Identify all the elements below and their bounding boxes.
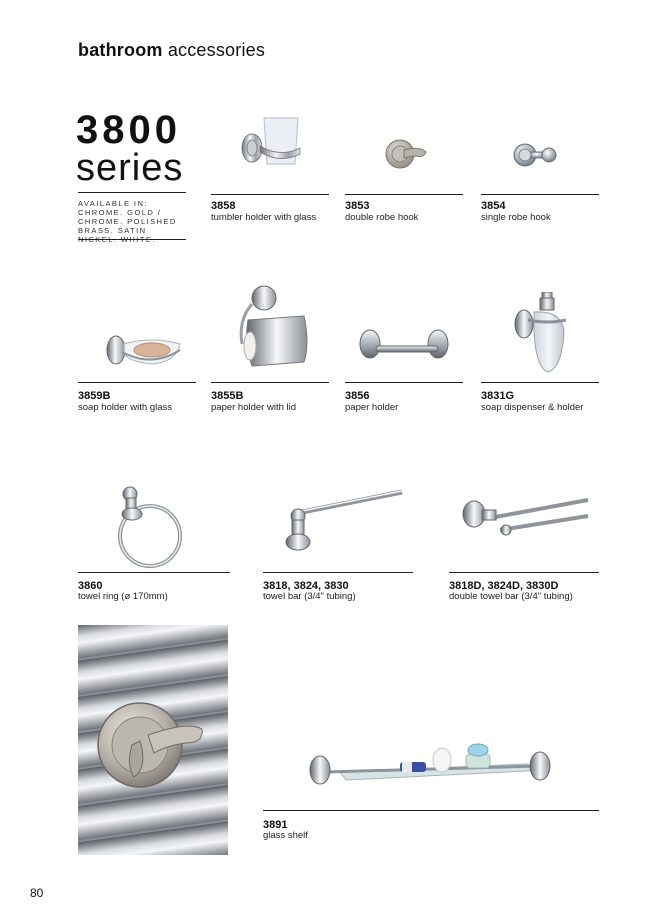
product-code: 3860: [78, 580, 103, 592]
divider: [78, 382, 196, 383]
product-description: double robe hook: [345, 212, 419, 223]
divider: [211, 382, 329, 383]
product-description: towel bar (3/4" tubing): [263, 591, 356, 602]
product-description: paper holder: [345, 402, 399, 413]
divider: [78, 192, 186, 193]
double-robe-hook-image: [384, 134, 432, 174]
robe-hook-closeup-photo: [78, 625, 228, 855]
product-code: 3854: [481, 200, 506, 212]
double-towel-bar-image: [460, 494, 590, 546]
product-description: single robe hook: [481, 212, 551, 223]
product-code: 3818, 3824, 3830: [263, 580, 349, 592]
product-code: 3818D, 3824D, 3830D: [449, 580, 559, 592]
glass-shelf-image: [306, 738, 558, 788]
single-robe-hook-image: [513, 135, 563, 175]
product-code: 3859B: [78, 390, 111, 402]
availability-text: AVAILABLE IN: CHROME. GOLD / CHROME. POLISHED BRASS. SATIN: [78, 199, 177, 235]
product-description: double towel bar (3/4" tubing): [449, 591, 573, 602]
divider: [211, 194, 329, 195]
series-word: series: [76, 147, 184, 189]
paper-holder-with-lid-image: [234, 284, 312, 374]
towel-bar-image: [278, 488, 406, 556]
divider: [345, 194, 463, 195]
series-number: 3800: [76, 108, 181, 152]
page-number: 80: [30, 886, 44, 900]
product-description: soap holder with glass: [78, 402, 172, 413]
product-description: glass shelf: [263, 830, 308, 841]
product-code: 3891: [263, 819, 288, 831]
paper-holder-image: [356, 326, 452, 362]
divider: [449, 572, 599, 573]
product-code: 3855B: [211, 390, 244, 402]
page-header: [78, 40, 265, 61]
product-description: tumbler holder with glass: [211, 212, 317, 223]
soap-holder-image: [104, 328, 184, 372]
soap-dispenser-image: [512, 292, 568, 374]
divider: [78, 572, 230, 573]
product-code: 3858: [211, 200, 236, 212]
product-code: 3856: [345, 390, 370, 402]
divider: [481, 194, 599, 195]
product-description: soap dispenser & holder: [481, 402, 584, 413]
divider: [78, 239, 186, 240]
product-description: towel ring (ø 170mm): [78, 591, 168, 602]
tumbler-holder-image: [238, 112, 306, 178]
towel-ring-image: [108, 484, 192, 568]
divider: [345, 382, 463, 383]
product-description: paper holder with lid: [211, 402, 297, 413]
divider: [263, 572, 413, 573]
header-bold: bathroom: [78, 40, 163, 60]
product-code: 3831G: [481, 390, 515, 402]
product-code: 3853: [345, 200, 370, 212]
divider: [263, 810, 599, 811]
header-light: accessories: [167, 40, 266, 60]
divider: [481, 382, 599, 383]
